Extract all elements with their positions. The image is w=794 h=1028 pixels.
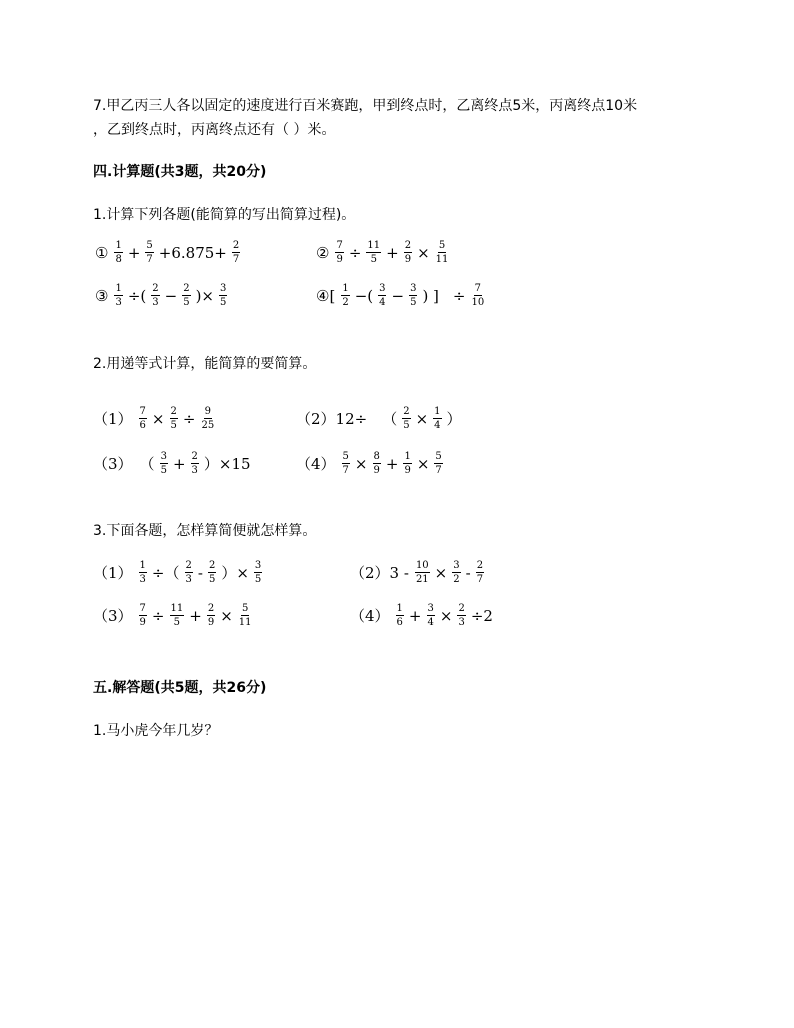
fraction: $\frac{2}{3}$ [458, 603, 465, 628]
q2-expr-4 [296, 451, 445, 476]
operator: × [417, 243, 430, 262]
operator: + [127, 243, 141, 262]
operator: )× [195, 286, 214, 305]
section5-q1-text: 1.马小虎今年几岁？ [93, 723, 219, 739]
fraction: $\frac{3}{5}$ [160, 451, 167, 476]
expr-label: （1） [93, 564, 133, 582]
operator: ）× [221, 564, 249, 582]
operator: - [465, 563, 471, 582]
expr-label: ③ [95, 286, 109, 305]
expr-label: ① [95, 243, 109, 262]
fraction: $\frac{1}{3}$ [139, 560, 146, 585]
operator: ÷ [348, 243, 362, 262]
section4-q1-text: 1.计算下列各题(能简算的写出简算过程)。 [93, 207, 356, 223]
q7-line1: 7.甲乙丙三人各以固定的速度进行百米赛跑，甲到终点时，乙离终点5米，丙离终点10米 [93, 98, 638, 114]
section4-q2-text: 2.用递等式计算，能简算的要简算。 [93, 356, 317, 372]
operator: ) ] [422, 286, 439, 305]
fraction: $\frac{1}{4}$ [434, 406, 441, 431]
fraction: $\frac{5}{7}$ [146, 240, 153, 265]
fraction: $\frac{7}{9}$ [139, 603, 146, 628]
fraction: $\frac{5}{7}$ [435, 451, 442, 476]
operator: ） [446, 410, 462, 428]
operator: × [220, 606, 233, 625]
fraction: $\frac{2}{7}$ [232, 240, 240, 265]
fraction: $\frac{2}{3}$ [191, 451, 198, 476]
section5-title: 五.解答题(共5题，共26分) [93, 680, 267, 696]
operator: ÷ [151, 606, 165, 625]
fraction: $\frac{1}{6}$ [396, 603, 403, 628]
operator: × [416, 454, 430, 473]
operator: − [391, 286, 405, 305]
expr-label: （2）12÷ [296, 410, 368, 428]
expr-label: （2）3 - [350, 564, 409, 582]
q2-expr-1 [93, 406, 217, 431]
operator: ÷（ [151, 564, 180, 582]
operator: + [189, 606, 202, 625]
q1-expr-2 [316, 240, 451, 265]
fraction: $\frac{5}{7}$ [342, 451, 349, 476]
expr-label: （4） [350, 607, 390, 625]
expr-label: ④[ [316, 286, 336, 305]
fraction: $\frac{1}{9}$ [404, 451, 411, 476]
operator: ÷( [127, 286, 147, 305]
fraction: $\frac{5}{11}$ [238, 603, 252, 628]
operator: （ [382, 410, 398, 428]
fraction: $\frac{3}{2}$ [453, 560, 460, 585]
q1-expr-1 [95, 240, 242, 265]
operator: ÷ [182, 409, 196, 428]
fraction: $\frac{7}{9}$ [336, 240, 343, 265]
operator: （ [139, 455, 155, 473]
operator: +6.875+ [158, 243, 227, 262]
section4-title: 四.计算题(共3题，共20分) [93, 164, 267, 180]
q3-expr-1 [93, 560, 264, 585]
operator: ÷ [452, 286, 466, 305]
fraction: $\frac{11}{5}$ [367, 240, 381, 265]
fraction: $\frac{2}{9}$ [404, 240, 412, 265]
expr-label: （1） [93, 410, 133, 428]
section4-q3-text: 3.下面各题，怎样算简便就怎样算。 [93, 523, 317, 539]
operator: × [439, 606, 453, 625]
expr-label: （4） [296, 455, 336, 473]
expr-label: ② [316, 243, 330, 262]
operator: ÷2 [470, 606, 493, 625]
fraction: $\frac{2}{3}$ [185, 560, 192, 585]
operator: × [415, 409, 429, 428]
q3-expr-2 [350, 560, 486, 585]
fraction: $\frac{2}{3}$ [152, 283, 159, 308]
operator: + [385, 454, 399, 473]
fraction: $\frac{2}{5}$ [403, 406, 410, 431]
fraction: $\frac{3}{5}$ [410, 283, 417, 308]
expr-label: （3） [93, 607, 133, 625]
operator: × [354, 454, 368, 473]
fraction: $\frac{1}{3}$ [115, 283, 122, 308]
fraction: $\frac{3}{4}$ [427, 603, 434, 628]
fraction: $\frac{7}{6}$ [139, 406, 146, 431]
operator: ）×15 [203, 455, 251, 473]
q7-line2: ，乙到终点时，丙离终点还有（ ）米。 [93, 122, 336, 138]
q1-expr-4 [316, 283, 487, 308]
fraction: $\frac{11}{5}$ [170, 603, 184, 628]
operator: + [408, 606, 422, 625]
operator: −( [354, 286, 374, 305]
operator: × [434, 563, 448, 582]
operator: + [172, 454, 186, 473]
q3-expr-3 [93, 603, 255, 628]
fraction: $\frac{8}{9}$ [373, 451, 380, 476]
fraction: $\frac{10}{21}$ [415, 560, 429, 585]
operator: − [164, 286, 178, 305]
fraction: $\frac{2}{7}$ [476, 560, 484, 585]
fraction: $\frac{2}{5}$ [208, 560, 216, 585]
fraction: $\frac{2}{5}$ [170, 406, 177, 431]
fraction: $\frac{5}{11}$ [435, 240, 449, 265]
operator: + [386, 243, 399, 262]
fraction: $\frac{3}{5}$ [254, 560, 262, 585]
fraction: $\frac{1}{8}$ [115, 240, 122, 265]
fraction: $\frac{1}{2}$ [342, 283, 349, 308]
operator: × [151, 409, 165, 428]
fraction: $\frac{3}{5}$ [220, 283, 227, 308]
fraction: $\frac{2}{9}$ [207, 603, 215, 628]
operator: - [197, 563, 203, 582]
q2-expr-3 [93, 451, 254, 476]
fraction: $\frac{7}{10}$ [471, 283, 485, 308]
fraction: $\frac{2}{5}$ [183, 283, 190, 308]
expr-label: （3） [93, 455, 133, 473]
q3-expr-4 [350, 603, 496, 628]
q2-expr-2 [296, 406, 465, 431]
fraction: $\frac{3}{4}$ [379, 283, 386, 308]
q1-expr-3 [95, 283, 229, 308]
fraction: $\frac{9}{25}$ [201, 406, 215, 431]
